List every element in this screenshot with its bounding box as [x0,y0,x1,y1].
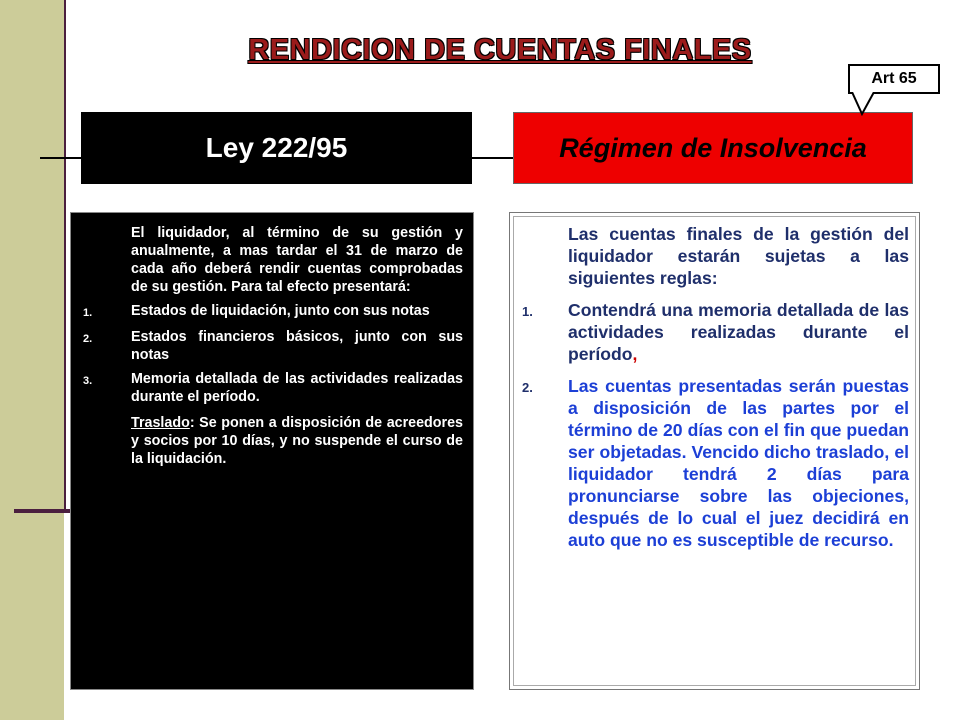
list-item-body: Contendrá una memoria detallada de las actividades realizadas durante el período [568,300,909,364]
traslado-label: Traslado [131,415,190,431]
list-item-text: Memoria detallada de las actividades realizadas durante el período. [131,371,463,405]
list-item-number: 2. [522,380,533,395]
header-ley: Ley 222/95 [81,112,472,184]
list-item [83,302,463,322]
list-item-text [568,299,909,365]
ley-content-box [70,212,474,690]
list-item [83,370,463,406]
list-item-number: 1. [522,304,533,319]
list-item-text: Las cuentas presentadas serán puestas a disposición de las partes por el término de 20 días con el fin que puedan ser objetadas. Vencido dicho traslado, el liquidador tendrá 2 días para pronunciarse sobre las objeciones, después de lo cual el juez decidirá en auto que no es susceptible de recurso. [568,376,909,550]
traslado-body: : Se ponen a disposición de acreedores y socios por 10 días, y no suspende el curso de la liquidación. [131,415,463,467]
list-item-number: 2. [83,333,93,345]
side-band [0,0,64,720]
regimen-intro-text: Las cuentas finales de la gestión del liquidador estarán sujetas a las siguientes reglas: [568,224,909,288]
list-item-text: Estados de liquidación, junto con sus notas [131,303,430,319]
regimen-content-box [509,212,920,690]
list-item [522,299,909,365]
list-item [83,328,463,364]
connector-line-left [40,157,82,159]
page-title: RENDICION DE CUENTAS FINALES [248,34,752,66]
list-item-suffix: , [632,344,638,364]
ley-intro-text: El liquidador, al término de su gestión y anualmente, a mas tardar el 31 de marzo de cada año deberá rendir cuentas comprobadas de su gestión. Para tal efecto presentará: [131,225,463,295]
connector-line-middle [472,157,514,159]
list-item-number: 3. [83,375,93,387]
callout-pointer [850,92,880,116]
list-item-text: Estados financieros básicos, junto con sus notas [131,329,463,363]
header-regimen: Régimen de Insolvencia [513,112,913,184]
list-item [522,375,909,551]
list-item-number: 1. [83,307,93,319]
traslado-text [83,414,463,468]
article-callout: Art 65 [848,64,940,94]
side-accent-line [64,0,66,510]
